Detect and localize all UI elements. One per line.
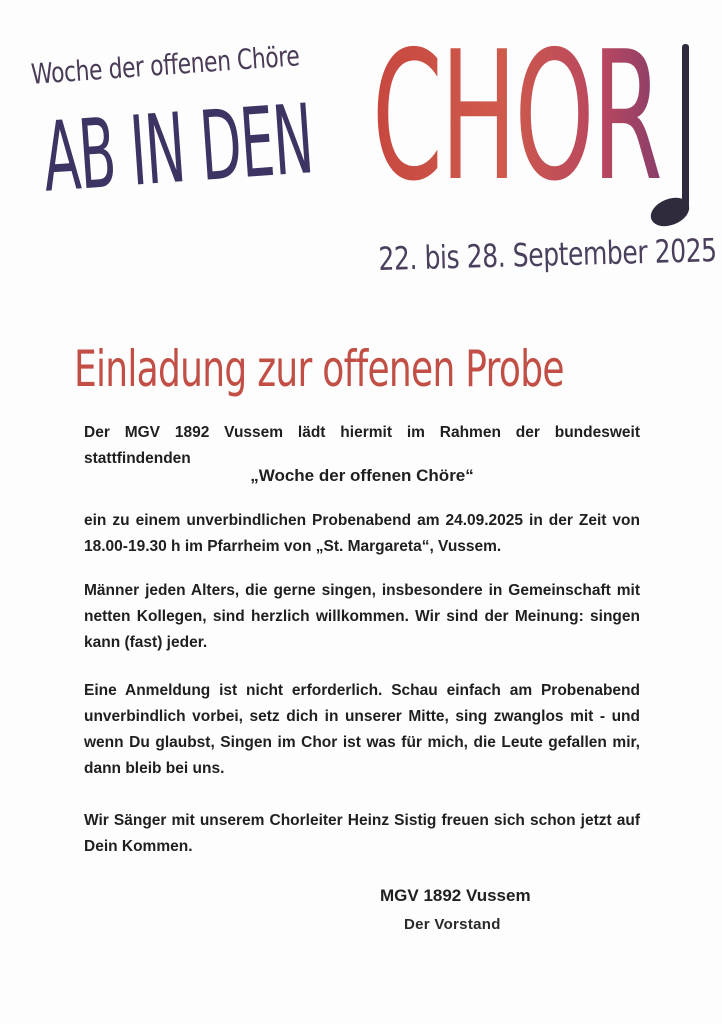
closing-paragraph: Wir Sänger mit unserem Chorleiter Heinz Sistig freuen sich schon jetzt auf Dein Kommen. bbox=[84, 812, 640, 855]
headline-chor: CHOR bbox=[372, 13, 661, 220]
date-range: 22. bis 28. September 2025 bbox=[378, 231, 718, 278]
signature-board: Der Vorstand bbox=[404, 916, 501, 933]
intro-paragraph: Der MGV 1892 Vussem lädt hiermit im Rahmen der bundesweit stattfindenden bbox=[84, 424, 640, 467]
details-paragraph: ein zu einem unverbindlichen Probenabend am 24.09.2025 in der Zeit von 18.00-19.30 h im Pfarrheim von „St. Margareta“, Vussem. bbox=[84, 512, 640, 555]
event-name: „Woche der offenen Chöre“ bbox=[250, 466, 474, 485]
registration-paragraph: Eine Anmeldung ist nicht erforderlich. Schau einfach am Probenabend unverbindlich vorbei, setz dich in unserer Mitte, sing zwanglos mit - und wenn Du glaubst, Singen im Chor ist was für mich, die Leute gefallen mir, dann bleib bei uns. bbox=[84, 682, 640, 777]
campaign-kicker: Woche der offenen Chöre bbox=[30, 39, 301, 91]
audience-paragraph: Männer jeden Alters, die gerne singen, insbesondere in Gemeinschaft mit netten Kollegen, sind herzlich willkommen. Wir sind der Meinung: singen kann (fast) jeder. bbox=[84, 582, 640, 651]
music-note-icon bbox=[640, 40, 700, 230]
signature-organization: MGV 1892 Vussem bbox=[380, 886, 531, 905]
invitation-title: Einladung zur offenen Probe bbox=[74, 340, 564, 398]
headline-ab-in-den: AB IN DEN bbox=[39, 83, 317, 214]
